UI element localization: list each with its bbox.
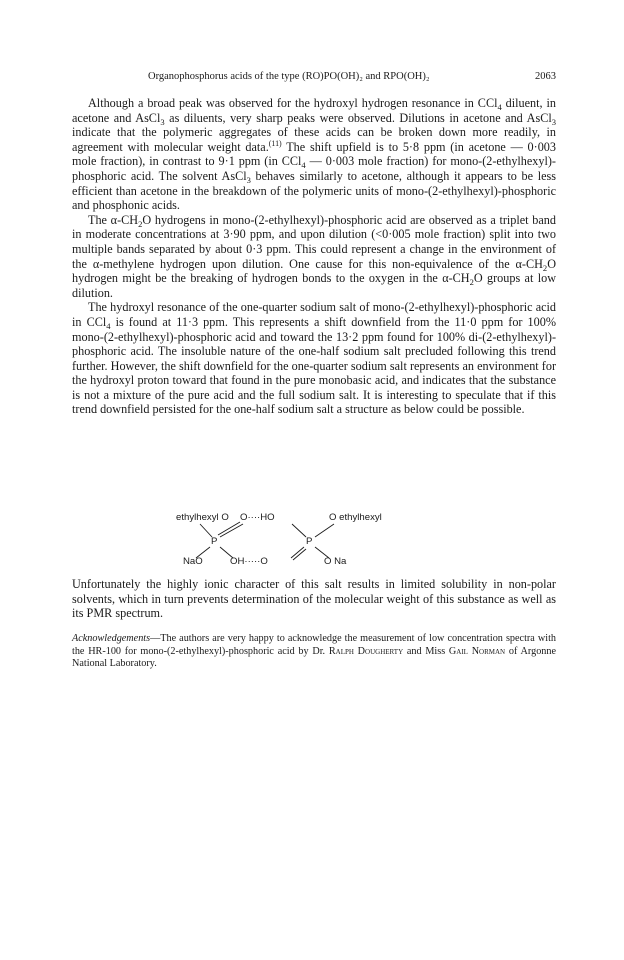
page-number: 2063 (535, 71, 556, 82)
closing-paragraph: Unfortunately the highly ionic character of this salt results in limited solubility in non-polar solvents, which in turn prevents determination of the molecular weight of this substance as well as its PMR spectrum. (72, 577, 556, 621)
bond-left-double-b (218, 522, 240, 535)
label-p-right: P (306, 536, 313, 547)
citation-reference: (11) (268, 138, 282, 148)
paragraph-1: Although a broad peak was observed for the hydroxyl hydrogen resonance in CCl$_4$ diluent, in acetone and AsCl$_3$ as diluents, very sharp peaks were observed. Dilutions in acetone and AsCl$_3$ indicate that the polymeric aggregates of these acids can be broken down more readily, in agreement with molecular weight data.$^{(11)}$ The shift upfield is to 5·8 ppm (in acetone — 0·003 mole fraction), in contrast to 9·1 ppm (in CCl$_4$ — 0·003 mole fraction) for mono-(2-ethylhexyl)-phosphoric acid. The solvent AsCl$_3$ behaves similarly to acetone, although it appears to be less efficient than acetone in the breakdown of the polymeric units of mono-(2-ethylhexyl)-phosphoric and phosphonic acids. (72, 96, 556, 213)
paragraph-2: The $\alpha-CH_2O$ hydrogens in mono-(2-ethylhexyl)-phosphoric acid are observed as a triplet band in moderate concentrations at 3·90 ppm, and upon dilution (<0·005 mole fraction) split into two multiple bands separated by about 0·3 ppm. This could represent a change in the environment of the α-methylene hydrogen upon dilution. One cause for this non-equivalence of the $\alpha-CH_2O$ hydrogen might be the breaking of hydrogen bonds to the oxygen in the $\alpha-CH_2O$ groups at low dilution. (72, 212, 556, 300)
main-text (72, 96, 556, 417)
chemical-structure (72, 512, 556, 572)
label-left-top: ethylhexyl O (176, 512, 229, 523)
running-title: Organophosphorus acids of the type (RO)PO(OH)₂ and RPO(OH)₂ (148, 71, 430, 82)
label-left-bottom: NaO (183, 556, 203, 567)
label-right-bottom: O Na (324, 556, 347, 567)
running-header (72, 71, 556, 87)
label-mid-bottom: OH·····O (230, 556, 268, 567)
label-right-top: O ethylhexyl (329, 512, 382, 523)
bond-right-oh (292, 524, 306, 537)
bond-left-double-a (220, 524, 243, 537)
paragraph-3: The hydroxyl resonance of the one-quarter sodium salt of mono-(2-ethylhexyl)-phosphoric acid in CCl$_4$ is found at 11·3 ppm. This represents a shift downfield from the 11·0 ppm for 100% mono-(2-ethylhexyl)-phosphoric acid and toward the 13·2 ppm found for 100% di-(2-ethylhexyl)-phosphoric acid. The insoluble nature of the one-half sodium salt precluded following this trend further. However, the shift downfield for the one-quarter sodium salt represents an environment for the hydroxyl proton toward that found in the pure monobasic acid, and indicates that the substance is not a mixture of the pure acid and the full sodium salt. It is interesting to speculate that if this trend downfield persisted for the one-half sodium salt a structure as below could be possible. (72, 300, 556, 417)
acknowledgements-heading: Acknowledgements (72, 633, 151, 644)
label-p-left: P (211, 536, 218, 547)
acknowledgements: Acknowledgements—The authors are very happy to acknowledge the measurement of low concentration spectra with the HR-100 for mono-(2-ethylhexyl)-phosphoric acid by Dr. Ralph Dougherty and Miss Gail Norman of Argonne National Laboratory. (72, 633, 557, 670)
person-name: Ralph Dougherty (328, 645, 404, 657)
structure-bonds (72, 512, 556, 572)
bond-right-ester (315, 524, 334, 537)
person-name: Gail Norman (448, 645, 506, 657)
label-mid-top: O····HO (240, 512, 275, 523)
